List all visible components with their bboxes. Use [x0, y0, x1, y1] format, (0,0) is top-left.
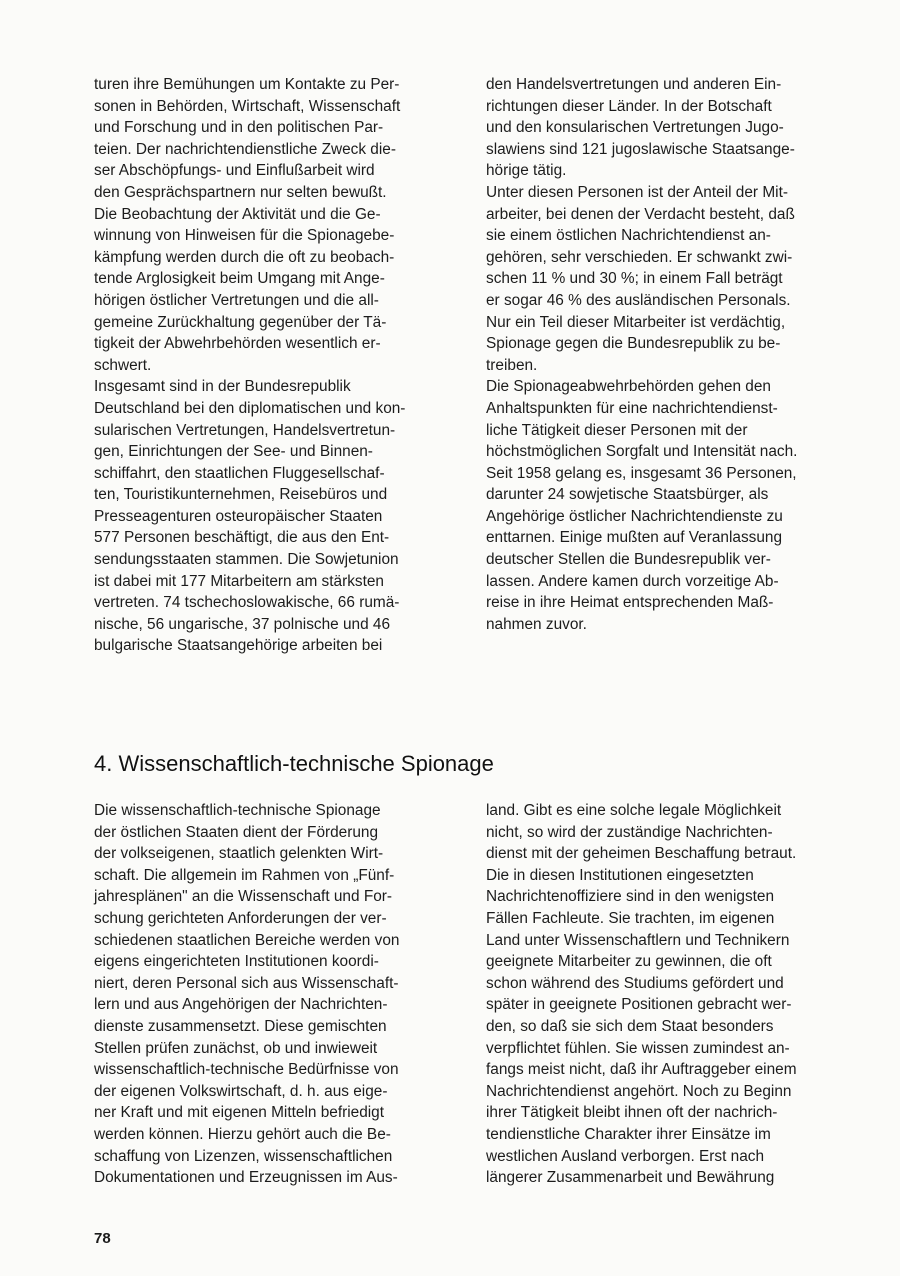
page-number: 78 — [94, 1230, 111, 1247]
text-line: werden können. Hierzu gehört auch die Be- — [94, 1125, 391, 1143]
text-line: treiben. — [486, 356, 538, 374]
text-line: Nur ein Teil dieser Mitarbeiter ist verdächtig, — [486, 313, 786, 331]
text-line: und den konsularischen Vertretungen Jugo- — [486, 119, 784, 137]
text-line: und Forschung und in den politischen Par- — [94, 119, 384, 137]
text-column-top-left — [94, 74, 462, 657]
text-line: Fällen Fachleute. Sie trachten, im eigenen — [486, 909, 775, 927]
text-line: hörigen östlicher Vertretungen und die all- — [94, 291, 379, 309]
paragraph — [486, 376, 856, 635]
text-line: bulgarische Staatsangehörige arbeiten bei — [94, 637, 383, 655]
section-heading: 4. Wissenschaftlich-technische Spionage — [94, 751, 494, 776]
text-line: westlichen Ausland verborgen. Erst nach — [486, 1147, 765, 1165]
text-line: später in geeignete Positionen gebracht wer- — [486, 996, 792, 1014]
text-line: Insgesamt sind in der Bundesrepublik — [94, 378, 351, 396]
text-line: geeignete Mitarbeiter zu gewinnen, die oft — [486, 953, 772, 971]
text-line: verpflichtet fühlen. Sie wissen zumindest an- — [486, 1039, 790, 1057]
text-line: liche Tätigkeit dieser Personen mit der — [486, 421, 748, 439]
text-line: sularischen Vertretungen, Handelsvertretun- — [94, 421, 396, 439]
text-line: wissenschaftlich-technische Bedürfnisse von — [94, 1061, 399, 1079]
text-line: reise in ihre Heimat entsprechenden Maß- — [486, 594, 774, 612]
text-line: der östlichen Staaten dient der Förderung — [94, 823, 379, 841]
text-line: nahmen zuvor. — [486, 615, 587, 633]
text-line: deutscher Stellen die Bundesrepublik ver- — [486, 551, 771, 569]
text-line: schiffahrt, den staatlichen Fluggesellschaf- — [94, 464, 385, 482]
text-line: schwert. — [94, 356, 152, 374]
text-line: der eigenen Volkswirtschaft, d. h. aus eige- — [94, 1082, 388, 1100]
text-line: Die wissenschaftlich-technische Spionage — [94, 802, 381, 819]
paragraph — [94, 204, 462, 377]
text-line: den Gesprächspartnern nur selten bewußt. — [94, 183, 387, 201]
text-line: Deutschland bei den diplomatischen und kon- — [94, 399, 406, 417]
text-line: er sogar 46 % des ausländischen Personals. — [486, 291, 791, 309]
text-column-bottom-right — [486, 800, 856, 1189]
text-line: eigens eingerichteten Institutionen koordi- — [94, 953, 379, 971]
paragraph — [94, 800, 464, 1189]
paragraph — [486, 74, 856, 182]
text-line: schon während des Studiums gefördert und — [486, 974, 784, 992]
text-line: höchstmöglichen Sorgfalt und Intensität nach. — [486, 443, 798, 461]
text-line: niert, deren Personal sich aus Wissenschaft- — [94, 974, 399, 992]
paragraph — [486, 800, 856, 1189]
text-line: Spionage gegen die Bundesrepublik zu be- — [486, 335, 781, 353]
text-line: teien. Der nachrichtendienstliche Zweck die- — [94, 140, 396, 158]
text-line: den, so daß sie sich dem Staat besonders — [486, 1017, 774, 1035]
text-line: sonen in Behörden, Wirtschaft, Wissenschaft — [94, 97, 401, 115]
text-line: schiedenen staatlichen Bereiche werden von — [94, 931, 400, 949]
text-line: sendungsstaaten stammen. Die Sowjetunion — [94, 551, 399, 569]
text-line: gen, Einrichtungen der See- und Binnen- — [94, 443, 373, 461]
text-line: ser Abschöpfungs- und Einflußarbeit wird — [94, 162, 375, 180]
text-line: ihrer Tätigkeit bleibt ihnen oft der nachrich- — [486, 1104, 778, 1122]
text-line: hörige tätig. — [486, 162, 567, 180]
text-line: vertreten. 74 tschechoslowakische, 66 rumä- — [94, 594, 400, 612]
text-line: Nachrichtendienst angehört. Noch zu Beginn — [486, 1082, 792, 1100]
text-line: enttarnen. Einige mußten auf Veranlassung — [486, 529, 783, 547]
text-line: gemeine Zurückhaltung gegenüber der Tä- — [94, 313, 387, 331]
text-line: Anhaltspunkten für eine nachrichtendienst- — [486, 399, 778, 417]
text-line: tende Arglosigkeit beim Umgang mit Ange- — [94, 270, 385, 288]
text-line: Die in diesen Institutionen eingesetzten — [486, 866, 754, 884]
text-line: fangs meist nicht, daß ihr Auftraggeber einem — [486, 1061, 797, 1079]
text-line: darunter 24 sowjetische Staatsbürger, als — [486, 486, 769, 504]
text-line: ner Kraft und mit eigenen Mitteln befriedigt — [94, 1104, 385, 1122]
text-line: lern und aus Angehörigen der Nachrichten- — [94, 996, 388, 1014]
text-line: Dokumentationen und Erzeugnissen im Aus- — [94, 1169, 398, 1187]
text-line: tendienstliche Charakter ihrer Einsätze im — [486, 1125, 771, 1143]
text-line: nische, 56 ungarische, 37 polnische und 46 — [94, 615, 391, 633]
text-line: Seit 1958 gelang es, insgesamt 36 Personen, — [486, 464, 797, 482]
text-column-top-right — [486, 74, 856, 635]
text-line: 577 Personen beschäftigt, die aus den Ent- — [94, 529, 390, 547]
text-line: Die Beobachtung der Aktivität und die Ge- — [94, 205, 381, 223]
text-line: schaft. Die allgemein im Rahmen von „Fünf- — [94, 866, 395, 884]
text-column-bottom-left — [94, 800, 464, 1189]
text-line: Presseagenturen osteuropäischer Staaten — [94, 507, 383, 525]
text-line: dienst mit der geheimen Beschaffung betraut. — [486, 845, 797, 863]
text-line: ist dabei mit 177 Mitarbeitern am stärksten — [94, 572, 384, 590]
text-line: Stellen prüfen zunächst, ob und inwieweit — [94, 1039, 378, 1057]
text-line: Land unter Wissenschaftlern und Technikern — [486, 931, 790, 949]
text-line: dienste zusammensetzt. Diese gemischten — [94, 1017, 387, 1035]
text-line: ten, Touristikunternehmen, Reisebüros und — [94, 486, 388, 504]
text-line: schen 11 % und 30 %; in einem Fall beträgt — [486, 270, 783, 288]
paragraph — [94, 74, 462, 204]
text-line: slawiens sind 121 jugoslawische Staatsange- — [486, 140, 795, 158]
text-line: jahresplänen" an die Wissenschaft und For- — [94, 888, 393, 906]
paragraph — [94, 376, 462, 657]
text-line: Nachrichtenoffiziere sind in den wenigsten — [486, 888, 775, 906]
text-line: lassen. Andere kamen durch vorzeitige Ab- — [486, 572, 779, 590]
text-line: Unter diesen Personen ist der Anteil der Mit- — [486, 183, 788, 201]
text-line: schaffung von Lizenzen, wissenschaftlichen — [94, 1147, 393, 1165]
text-line: längerer Zusammenarbeit und Bewährung — [486, 1169, 775, 1187]
text-line: den Handelsvertretungen und anderen Ein- — [486, 76, 782, 93]
paragraph — [486, 182, 856, 376]
text-line: turen ihre Bemühungen um Kontakte zu Per- — [94, 76, 400, 93]
text-line: richtungen dieser Länder. In der Botschaft — [486, 97, 772, 115]
text-line: Angehörige östlicher Nachrichtendienste zu — [486, 507, 783, 525]
text-line: gehören, sehr verschieden. Er schwankt zwi- — [486, 248, 793, 266]
text-line: arbeiter, bei denen der Verdacht besteht, daß — [486, 205, 795, 223]
text-line: Die Spionageabwehrbehörden gehen den — [486, 378, 771, 396]
text-line: tigkeit der Abwehrbehörden wesentlich er- — [94, 335, 381, 353]
text-line: schung gerichteten Anforderungen der ver- — [94, 909, 387, 927]
text-line: land. Gibt es eine solche legale Möglichkeit — [486, 802, 782, 819]
text-line: winnung von Hinweisen für die Spionagebe- — [94, 227, 395, 245]
text-line: sie einem östlichen Nachrichtendienst an- — [486, 227, 771, 245]
text-line: der volkseigenen, staatlich gelenkten Wirt- — [94, 845, 384, 863]
text-line: nicht, so wird der zuständige Nachrichten- — [486, 823, 773, 841]
text-line: kämpfung werden durch die oft zu beobach- — [94, 248, 395, 266]
